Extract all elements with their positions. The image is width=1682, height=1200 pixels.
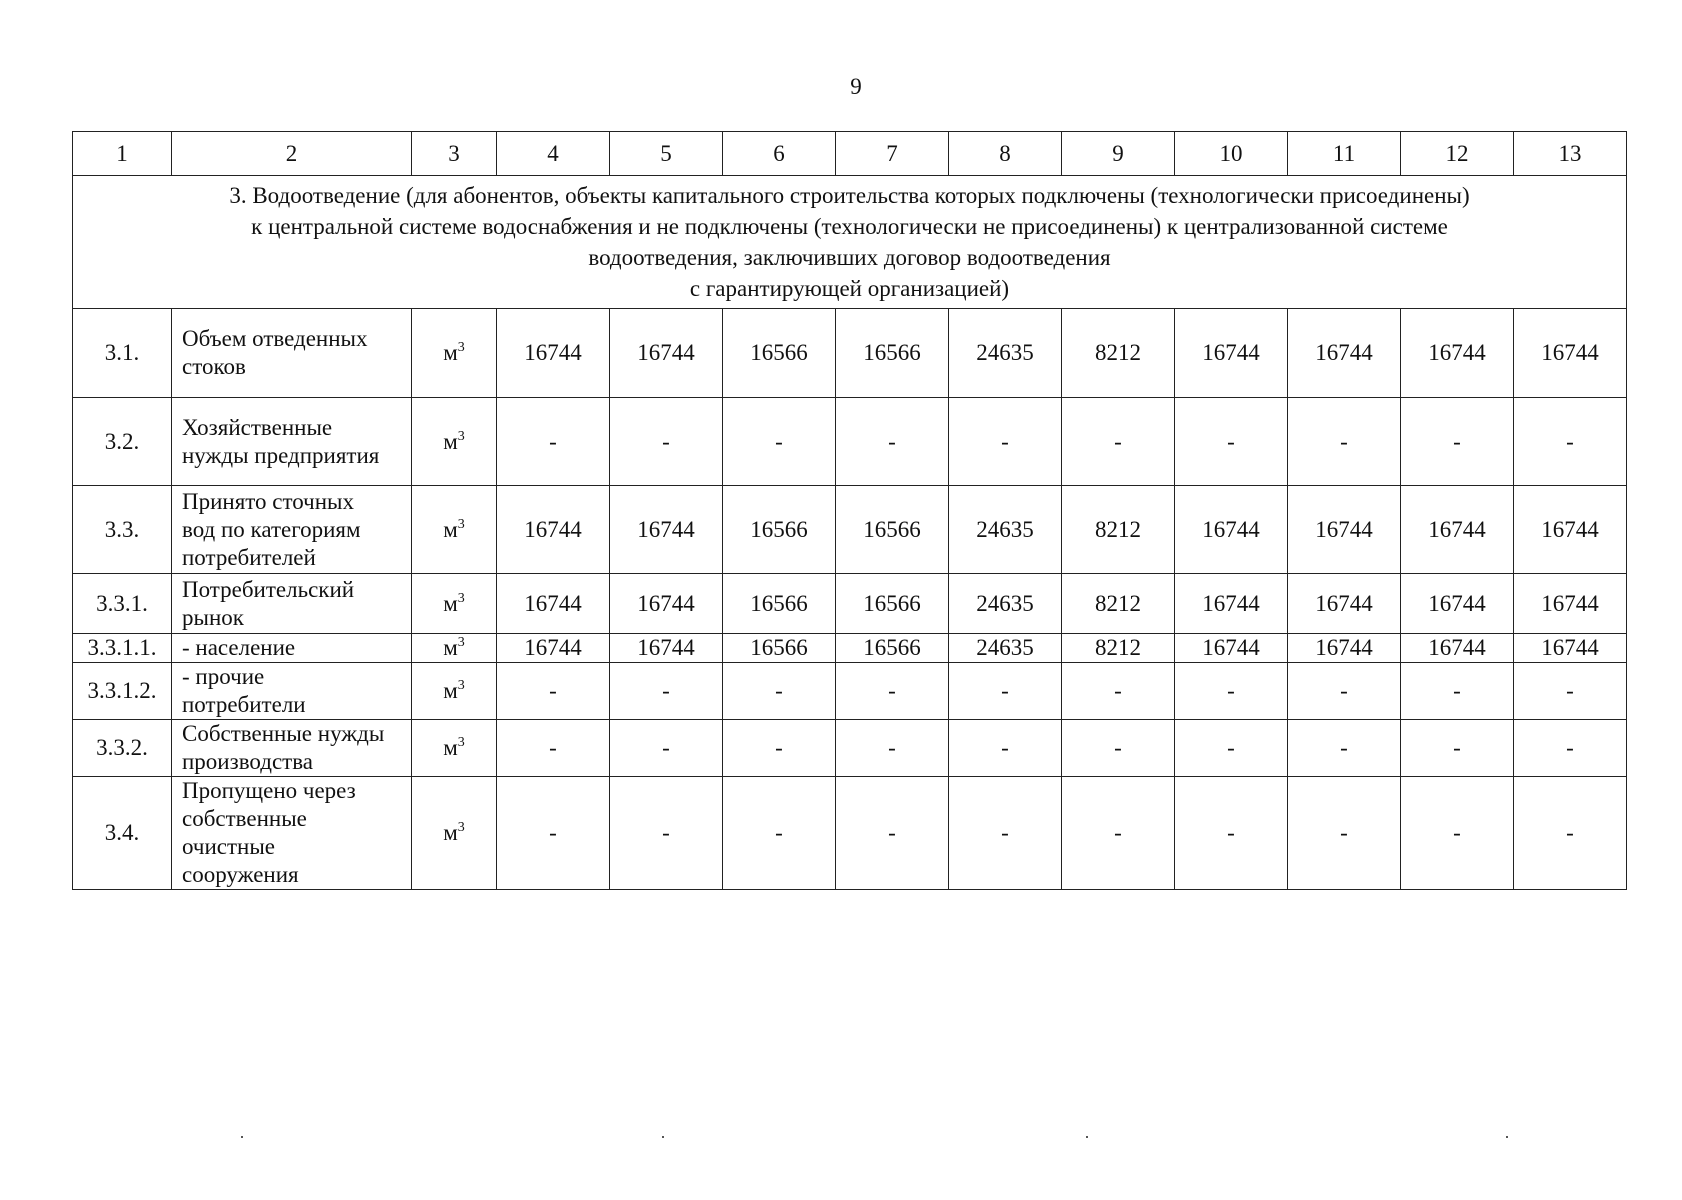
value-cell: -: [1401, 777, 1514, 890]
header-cell: 3: [412, 132, 497, 176]
unit-base: м: [443, 820, 458, 845]
unit-base: м: [443, 635, 458, 660]
value-cell: -: [723, 777, 836, 890]
value-cell: 16744: [1514, 309, 1627, 398]
row-name-line: нужды предприятия: [182, 442, 380, 468]
unit-cell: [412, 398, 497, 486]
value-cell: -: [836, 720, 949, 777]
unit-cell: [412, 486, 497, 574]
value-cell: 24635: [949, 634, 1062, 663]
row-name-line: потребителей: [182, 544, 316, 570]
value-cell: 16566: [723, 634, 836, 663]
row-name-line: Принято сточных: [182, 488, 354, 514]
value-cell: -: [1062, 720, 1175, 777]
value-cell: 24635: [949, 574, 1062, 634]
value-cell: -: [949, 777, 1062, 890]
section-title-line: 3. Водоотведение (для абонентов, объекты капитального строительства которых подключены (технологически присоединены): [229, 183, 1470, 208]
table-row: [73, 663, 1627, 720]
table-row: [73, 398, 1627, 486]
value-cell: -: [1288, 777, 1401, 890]
row-number: 3.3.1.: [73, 574, 172, 634]
value-cell: 16744: [497, 574, 610, 634]
section-title-row: [73, 176, 1627, 309]
row-name: [172, 309, 412, 398]
value-cell: 16744: [1175, 309, 1288, 398]
unit-exponent: 3: [457, 340, 465, 355]
row-name-line: - прочие: [182, 664, 265, 689]
value-cell: 16744: [610, 309, 723, 398]
value-cell: -: [497, 720, 610, 777]
row-name-line: Объем отведенных: [182, 326, 368, 351]
row-name-line: производства: [182, 749, 313, 774]
unit-exponent: 3: [457, 590, 465, 606]
unit-exponent: 3: [457, 516, 465, 532]
value-cell: -: [497, 663, 610, 720]
value-cell: 16744: [1288, 309, 1401, 398]
value-cell: -: [1401, 720, 1514, 777]
value-cell: 8212: [1062, 634, 1175, 663]
unit-cell: [412, 574, 497, 634]
value-cell: 16744: [497, 634, 610, 663]
value-cell: -: [1514, 777, 1627, 890]
value-cell: -: [1288, 720, 1401, 777]
section-title: [73, 176, 1627, 309]
row-name: [172, 777, 412, 890]
header-cell: 2: [172, 132, 412, 176]
unit-exponent: 3: [457, 735, 465, 750]
row-name-line: рынок: [182, 604, 244, 630]
row-number: 3.2.: [73, 398, 172, 486]
row-name: [172, 663, 412, 720]
row-name: [172, 574, 412, 634]
value-cell: -: [1175, 777, 1288, 890]
value-cell: -: [1175, 398, 1288, 486]
unit-base: м: [443, 678, 458, 703]
unit-base: м: [443, 340, 458, 365]
row-name: [172, 720, 412, 777]
value-cell: -: [1288, 663, 1401, 720]
row-number: 3.4.: [73, 777, 172, 890]
value-cell: 16744: [497, 486, 610, 574]
unit-cell: [412, 720, 497, 777]
row-name-line: вод по категориям: [182, 516, 361, 542]
unit-cell: [412, 309, 497, 398]
value-cell: 16566: [836, 309, 949, 398]
row-name-line: - население: [182, 635, 296, 660]
value-cell: 16744: [1175, 634, 1288, 663]
value-cell: 16744: [1175, 486, 1288, 574]
value-cell: 8212: [1062, 309, 1175, 398]
table-row: [73, 777, 1627, 890]
unit-exponent: 3: [457, 428, 465, 444]
row-name-line: Хозяйственные: [182, 414, 333, 440]
row-number: 3.3.1.2.: [73, 663, 172, 720]
row-number: 3.1.: [73, 309, 172, 398]
row-number: 3.3.: [73, 486, 172, 574]
value-cell: 16744: [610, 574, 723, 634]
section-title-line: водоотведения, заключивших договор водоотведения: [588, 245, 1111, 270]
row-name-line: очистные: [182, 834, 276, 859]
header-row: [73, 132, 1627, 176]
header-cell: 1: [73, 132, 172, 176]
value-cell: 16744: [1514, 634, 1627, 663]
value-cell: -: [1401, 398, 1514, 486]
table-row: [73, 720, 1627, 777]
header-cell: 4: [497, 132, 610, 176]
row-number: 3.3.2.: [73, 720, 172, 777]
table-row: [73, 574, 1627, 634]
scan-artifact-dots: [0, 1136, 1682, 1140]
value-cell: 16744: [1514, 574, 1627, 634]
value-cell: -: [610, 663, 723, 720]
value-cell: 16744: [1288, 634, 1401, 663]
value-cell: -: [610, 720, 723, 777]
row-name-line: стоков: [182, 354, 246, 379]
value-cell: 16566: [723, 486, 836, 574]
unit-base: м: [443, 735, 458, 760]
unit-cell: [412, 634, 497, 663]
value-cell: -: [723, 398, 836, 486]
row-name: [172, 398, 412, 486]
value-cell: 16744: [610, 486, 723, 574]
value-cell: -: [1288, 398, 1401, 486]
value-cell: -: [723, 720, 836, 777]
value-cell: 16744: [610, 634, 723, 663]
value-cell: 16744: [497, 309, 610, 398]
table-row: [73, 486, 1627, 574]
header-cell: 13: [1514, 132, 1627, 176]
unit-exponent: 3: [457, 678, 465, 693]
value-cell: 24635: [949, 486, 1062, 574]
header-cell: 9: [1062, 132, 1175, 176]
value-cell: 16744: [1401, 574, 1514, 634]
value-cell: -: [1062, 663, 1175, 720]
value-cell: 16566: [836, 486, 949, 574]
row-name: [172, 634, 412, 663]
unit-exponent: 3: [457, 820, 465, 835]
unit-cell: [412, 663, 497, 720]
unit-base: м: [443, 428, 458, 454]
value-cell: 16744: [1288, 574, 1401, 634]
value-cell: 16566: [836, 574, 949, 634]
header-cell: 12: [1401, 132, 1514, 176]
value-cell: -: [610, 777, 723, 890]
value-cell: -: [1514, 720, 1627, 777]
value-cell: 16744: [1401, 486, 1514, 574]
value-cell: -: [949, 720, 1062, 777]
value-cell: -: [1175, 663, 1288, 720]
row-number: 3.3.1.1.: [73, 634, 172, 663]
section-title-line: с гарантирующей организацией): [689, 276, 1010, 301]
unit-base: м: [443, 516, 458, 542]
header-cell: 8: [949, 132, 1062, 176]
value-cell: -: [1514, 663, 1627, 720]
value-cell: 16744: [1514, 486, 1627, 574]
value-cell: -: [949, 398, 1062, 486]
value-cell: -: [1514, 398, 1627, 486]
header-cell: 10: [1175, 132, 1288, 176]
row-name-line: сооружения: [182, 862, 299, 887]
value-cell: 8212: [1062, 574, 1175, 634]
page-number: 9: [850, 74, 862, 99]
value-cell: 16744: [1401, 634, 1514, 663]
row-name-line: собственные: [182, 806, 307, 831]
value-cell: -: [1062, 777, 1175, 890]
value-cell: -: [723, 663, 836, 720]
value-cell: 8212: [1062, 486, 1175, 574]
value-cell: -: [1062, 398, 1175, 486]
value-cell: 16744: [1401, 309, 1514, 398]
row-name-line: потребители: [182, 692, 306, 717]
value-cell: 16744: [1175, 574, 1288, 634]
value-cell: -: [610, 398, 723, 486]
value-cell: -: [1401, 663, 1514, 720]
unit-exponent: 3: [457, 635, 465, 650]
value-cell: -: [497, 398, 610, 486]
unit-base: м: [443, 590, 458, 616]
row-name-line: Собственные нужды: [182, 721, 385, 746]
value-cell: 16744: [1288, 486, 1401, 574]
value-cell: 16566: [723, 574, 836, 634]
water-disposal-table: [72, 131, 1627, 890]
value-cell: 16566: [836, 634, 949, 663]
header-cell: 11: [1288, 132, 1401, 176]
header-cell: 7: [836, 132, 949, 176]
row-name-line: Потребительский: [182, 576, 355, 602]
section-title-line: к центральной системе водоснабжения и не подключены (технологически не присоединены) к централизованной системе: [251, 214, 1448, 239]
header-cell: 6: [723, 132, 836, 176]
value-cell: -: [1175, 720, 1288, 777]
value-cell: 24635: [949, 309, 1062, 398]
value-cell: -: [497, 777, 610, 890]
value-cell: 16566: [723, 309, 836, 398]
row-name: [172, 486, 412, 574]
table-row: [73, 634, 1627, 663]
unit-cell: [412, 777, 497, 890]
header-cell: 5: [610, 132, 723, 176]
table-row: [73, 309, 1627, 398]
value-cell: -: [949, 663, 1062, 720]
row-name-line: Пропущено через: [182, 778, 356, 803]
value-cell: -: [836, 398, 949, 486]
value-cell: -: [836, 777, 949, 890]
value-cell: -: [836, 663, 949, 720]
